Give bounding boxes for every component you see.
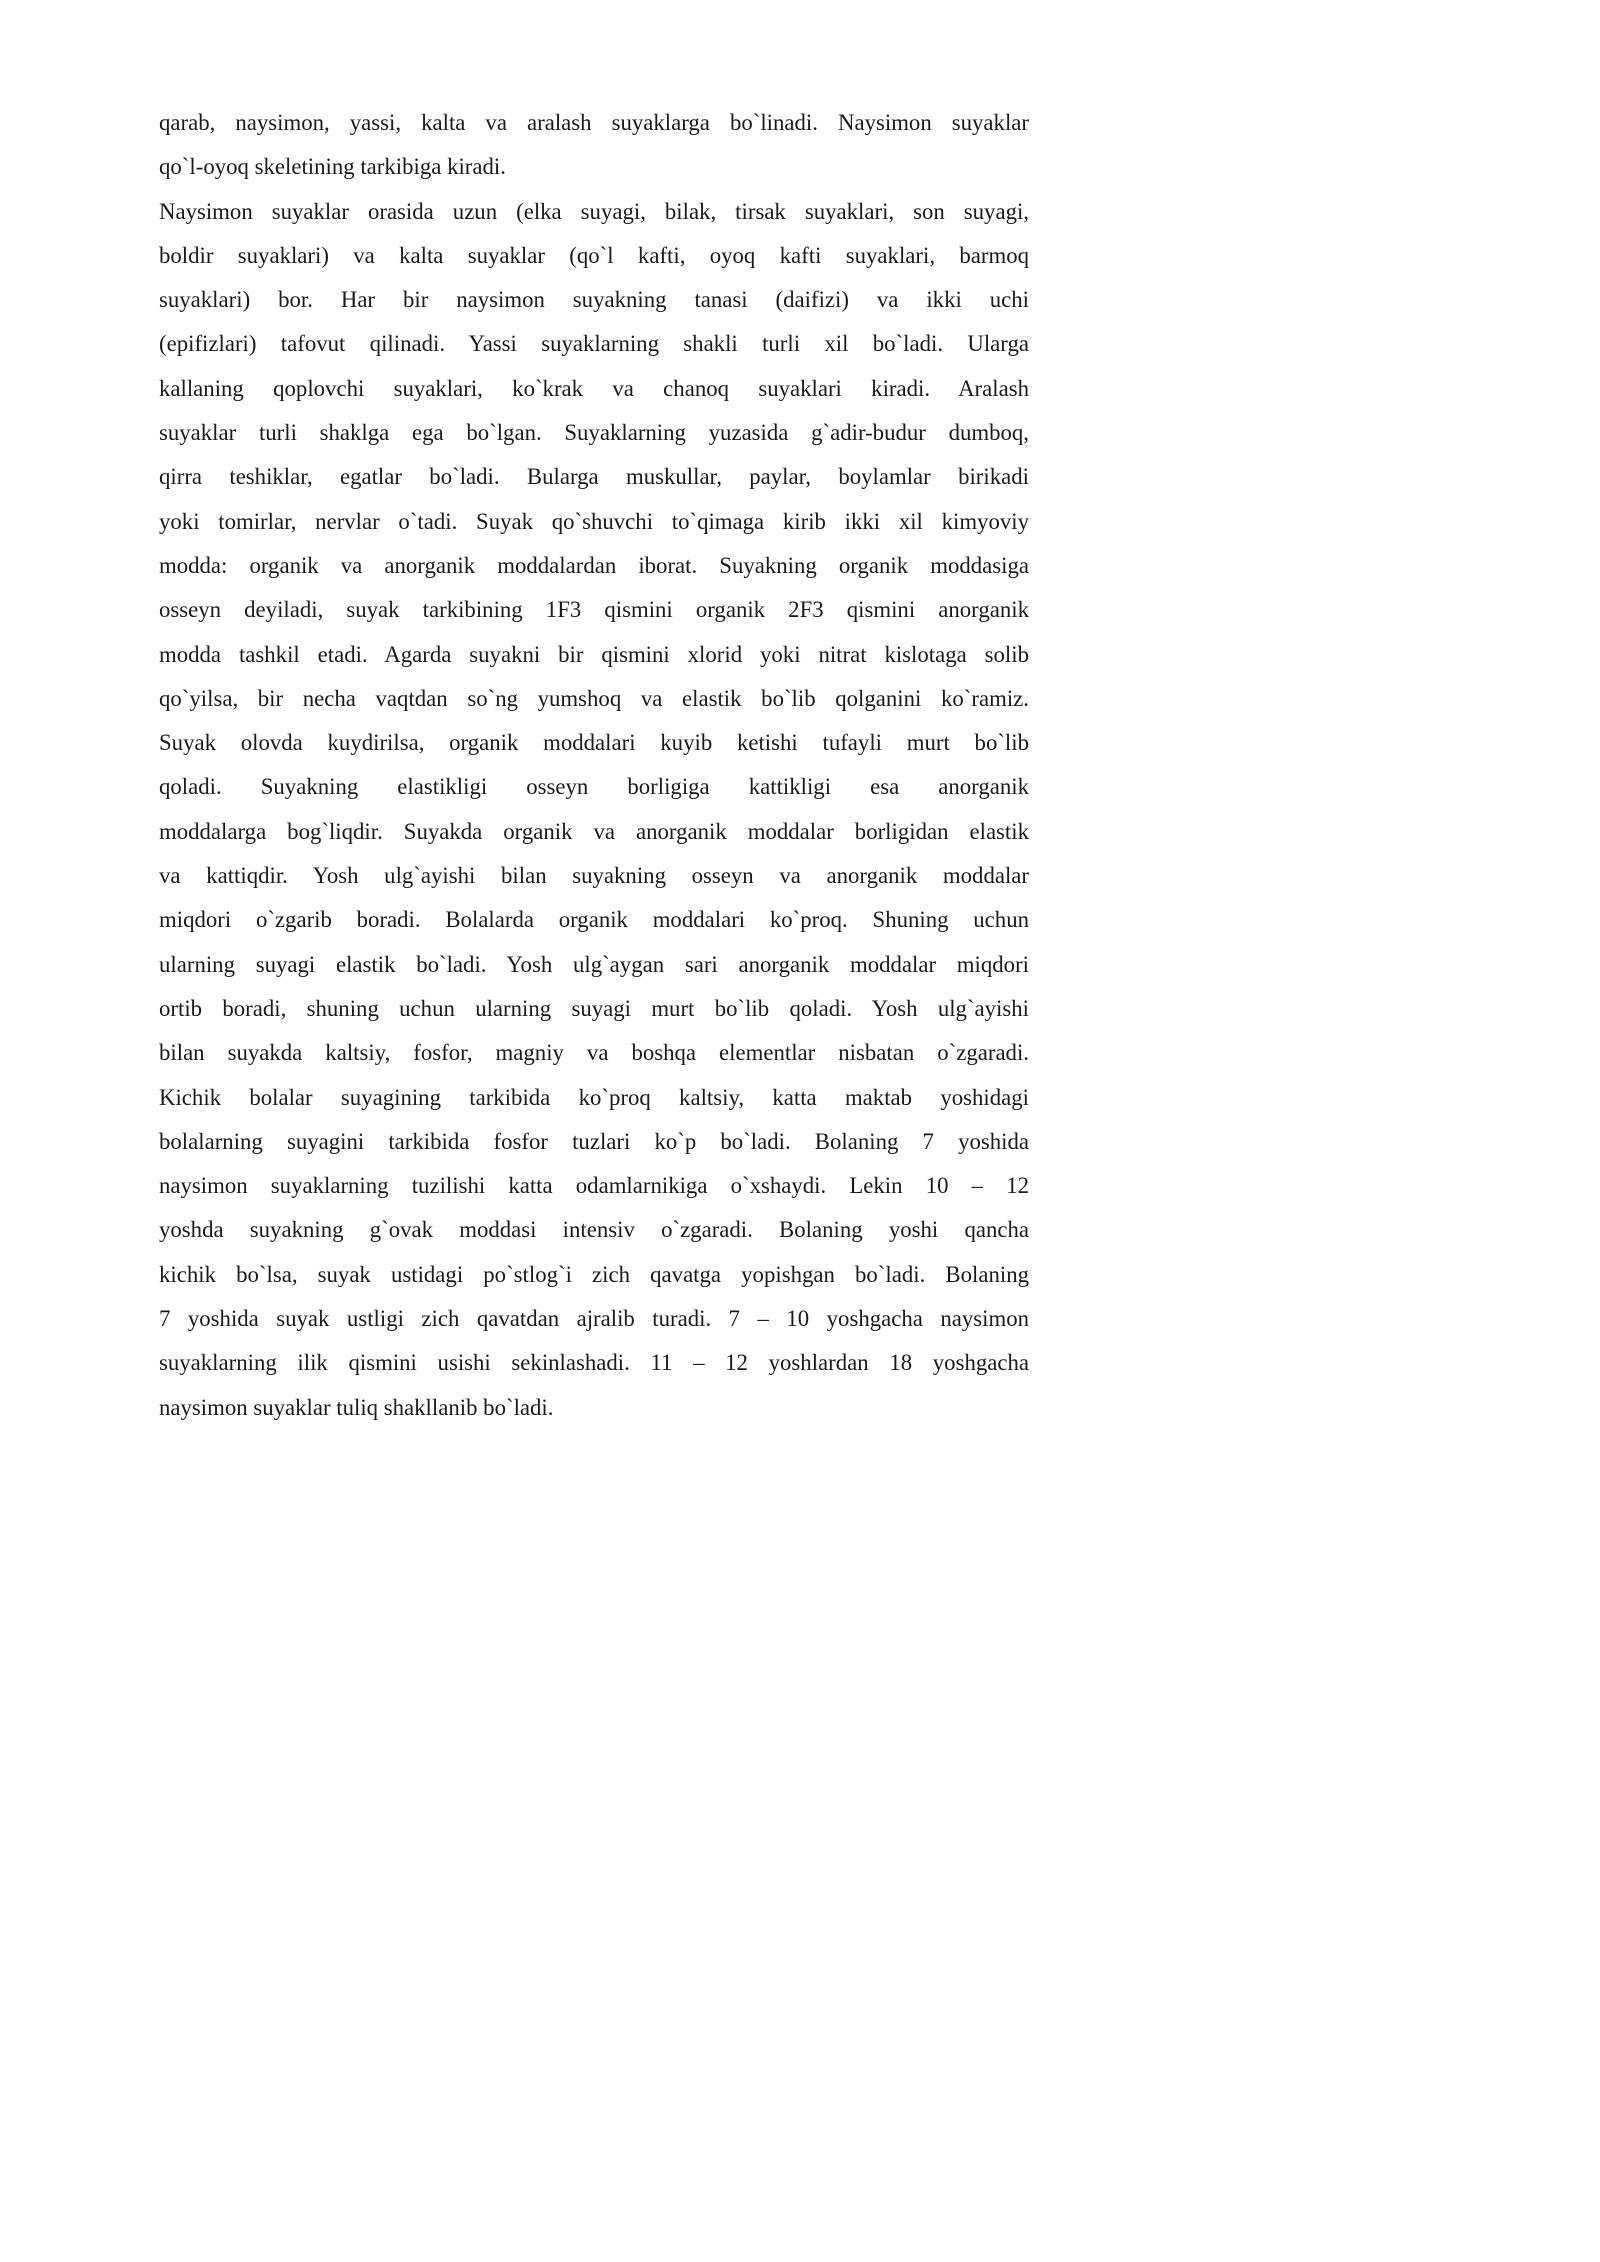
text-line: qirra teshiklar, egatlar bo`ladi. Bularga muskullar, paylar, boylamlar birikadi	[159, 464, 1029, 490]
text-line: Kichik bolalar suyagining tarkibida ko`proq kaltsiy, katta maktab yoshidagi	[159, 1084, 1029, 1110]
text-line: 7 yoshida suyak ustligi zich qavatdan ajralib turadi. 7 – 10 yoshgacha naysimon	[159, 1306, 1029, 1332]
text-line: bolalarning suyagini tarkibida fosfor tuzlari ko`p bo`ladi. Bolaning 7 yoshida	[159, 1128, 1029, 1154]
text-line: naysimon suyaklarning tuzilishi katta odamlarnikiga o`xshaydi. Lekin 10 – 12	[159, 1173, 1029, 1199]
text-line: suyaklarning ilik qismini usishi sekinlashadi. 11 – 12 yoshlardan 18 yoshgacha	[159, 1350, 1029, 1376]
text-line: suyaklari) bor. Har bir naysimon suyakning tanasi (daifizi) va ikki uchi	[159, 287, 1029, 313]
text-line: (epifizlari) tafovut qilinadi. Yassi suyaklarning shakli turli xil bo`ladi. Ularga	[159, 331, 1029, 357]
text-line: yoki tomirlar, nervlar o`tadi. Suyak qo`shuvchi to`qimaga kirib ikki xil kimyoviy	[159, 508, 1029, 534]
document-page	[0, 0, 1100, 1556]
text-line: kichik bo`lsa, suyak ustidagi po`stlog`i zich qavatga yopishgan bo`ladi. Bolaning	[159, 1261, 1029, 1287]
text-line: qo`yilsa, bir necha vaqtdan so`ng yumshoq va elastik bo`lib qolganini ko`ramiz.	[159, 685, 1029, 711]
body-text	[159, 101, 1029, 1430]
text-line: bilan suyakda kaltsiy, fosfor, magniy va boshqa elementlar nisbatan o`zgaradi.	[159, 1040, 1029, 1066]
text-line: miqdori o`zgarib boradi. Bolalarda organik moddalari ko`proq. Shuning uchun	[159, 907, 1029, 933]
text-line: ularning suyagi elastik bo`ladi. Yosh ulg`aygan sari anorganik moddalar miqdori	[159, 951, 1029, 977]
text-line: va kattiqdir. Yosh ulg`ayishi bilan suyakning osseyn va anorganik moddalar	[159, 863, 1029, 889]
text-line: moddalarga bog`liqdir. Suyakda organik va anorganik moddalar borligidan elastik	[159, 818, 1029, 844]
text-line: qoladi. Suyakning elastikligi osseyn borligiga kattikligi esa anorganik	[159, 774, 1029, 800]
text-line: qarab, naysimon, yassi, kalta va aralash suyaklarga bo`linadi. Naysimon suyaklar	[159, 110, 1029, 135]
text-line: qo`l-oyoq skeletining tarkibiga kiradi.	[159, 154, 506, 180]
text-line: osseyn deyiladi, suyak tarkibining 1F3 qismini organik 2F3 qismini anorganik	[159, 597, 1029, 623]
text-line: suyaklar turli shaklga ega bo`lgan. Suyaklarning yuzasida g`adir-budur dumboq,	[159, 420, 1029, 446]
text-line: yoshda suyakning g`ovak moddasi intensiv o`zgaradi. Bolaning yoshi qancha	[159, 1217, 1029, 1243]
text-line: modda: organik va anorganik moddalardan iborat. Suyakning organik moddasiga	[159, 552, 1029, 578]
text-line: Naysimon suyaklar orasida uzun (elka suyagi, bilak, tirsak suyaklari, son suyagi,	[159, 198, 1029, 224]
text-line: naysimon suyaklar tuliq shakllanib bo`ladi.	[159, 1394, 554, 1420]
text-line: boldir suyaklari) va kalta suyaklar (qo`l kafti, oyoq kafti suyaklari, barmoq	[159, 242, 1029, 268]
text-line: ortib boradi, shuning uchun ularning suyagi murt bo`lib qoladi. Yosh ulg`ayishi	[159, 995, 1029, 1021]
text-line: Suyak olovda kuydirilsa, organik moddalari kuyib ketishi tufayli murt bo`lib	[159, 730, 1029, 756]
text-line: kallaning qoplovchi suyaklari, ko`krak va chanoq suyaklari kiradi. Aralash	[159, 375, 1029, 401]
text-line: modda tashkil etadi. Agarda suyakni bir qismini xlorid yoki nitrat kislotaga solib	[159, 641, 1029, 667]
